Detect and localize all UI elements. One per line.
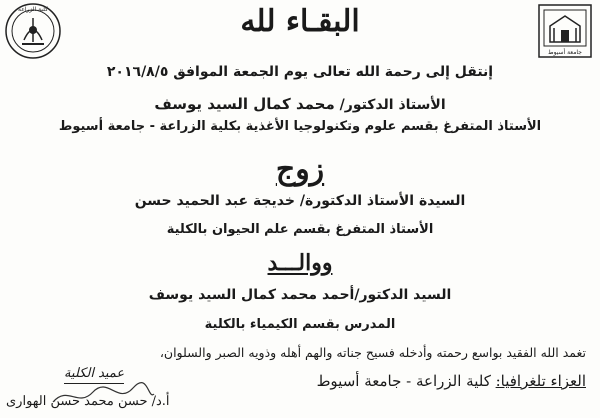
deceased-position: الأستاذ المتفرغ بقسم علوم وتكنولوجيا الأغذية بكلية الزراعة - جامعة أسيوط xyxy=(58,119,542,134)
father-heading: ووالـــد xyxy=(267,250,333,276)
wife-name: السيدة الأستاذ الدكتورة/ خديجة عبد الحميد حسن xyxy=(134,193,466,209)
deceased-line xyxy=(0,95,600,113)
wife-heading: زوج xyxy=(275,152,325,187)
wife-position: الأستاذ المتفرغ بقسم علم الحيوان بالكلية xyxy=(166,222,434,237)
deceased-name: محمد كمال السيد يوسف xyxy=(154,95,335,113)
faculty-logo-text: كلية الزراعة xyxy=(18,6,48,13)
dean-title: عميد الكلية xyxy=(64,366,124,384)
page-title: البقـاء لله xyxy=(240,4,360,39)
son-name: السيد الدكتور/أحمد محمد كمال السيد يوسف xyxy=(148,287,452,303)
university-logo-text: جامعة أسيوط xyxy=(548,49,582,56)
death-date-line: إنتقل إلى رحمة الله تعالى يوم الجمعة الموافق ٢٠١٦/٨/٥ xyxy=(106,64,494,80)
deceased-title: الأستاذ الدكتور/ xyxy=(339,97,446,113)
condolence-prefix: العزاء تلغرافيا: xyxy=(495,372,586,390)
condolence-line xyxy=(317,372,586,390)
son-position: المدرس بقسم الكيمياء بالكلية xyxy=(204,317,396,332)
dean-name: أ.د/ حسن محمد حسن الهوارى xyxy=(6,394,170,409)
condolence-address: كلية الزراعة - جامعة أسيوط xyxy=(316,372,496,390)
prayer-text: تغمد الله الفقيد بواسع رحمته وأدخله فسيح جناته والهم أهله وذويه الصبر والسلوان، xyxy=(159,345,586,360)
